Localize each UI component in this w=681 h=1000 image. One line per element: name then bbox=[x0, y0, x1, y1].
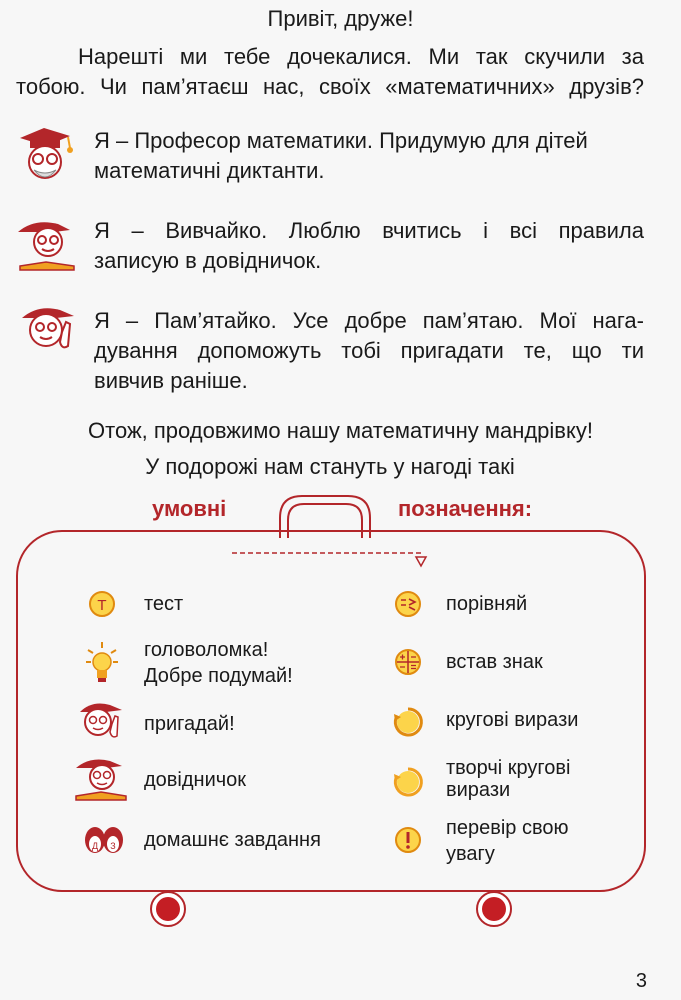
legend-remember-label: пригадай! bbox=[144, 713, 235, 735]
intro-line-2: тобою. Чи пам’ятаєш нас, своїх «математичних» друзів? bbox=[16, 74, 644, 99]
outro-line-1: Отож, продовжимо нашу математичну мандрівку! bbox=[88, 418, 593, 443]
legend-insert-sign-label: встав знак bbox=[446, 651, 543, 673]
legend-attention-label-2: увагу bbox=[446, 843, 495, 865]
insert-sign-icon bbox=[394, 648, 422, 676]
pamiataiko-line-2: дування допоможуть тобі пригадати те, що ти bbox=[94, 338, 644, 363]
pamiataiko-icon bbox=[18, 304, 78, 356]
suitcase-wheel-right bbox=[474, 889, 514, 929]
homework-icon bbox=[82, 822, 126, 856]
legend-handbook-label: довідничок bbox=[144, 769, 247, 791]
legend-circular-label: кругові вирази bbox=[446, 709, 579, 731]
page-number: 3 bbox=[635, 970, 647, 992]
intro-line-1: Нарешті ми тебе дочекалися. Ми так скучили за bbox=[78, 44, 644, 69]
test-icon bbox=[88, 590, 116, 618]
legend-creative-label-1: творчі кругові bbox=[446, 757, 571, 779]
suitcase-wheel-left bbox=[148, 889, 188, 929]
svg-text:T: T bbox=[97, 597, 107, 614]
legend-homework-label: домашнє завдання bbox=[144, 829, 321, 851]
circular-expressions-icon bbox=[392, 706, 424, 738]
creative-circular-icon bbox=[392, 766, 424, 798]
legend-title-right: позначення: bbox=[398, 496, 533, 521]
pamiataiko-line-3: вивчив раніше. bbox=[94, 368, 248, 393]
vyvchaiko-icon bbox=[14, 216, 78, 272]
professor-icon bbox=[14, 126, 78, 186]
legend-puzzle-label-1: головоломка! bbox=[144, 639, 269, 661]
legend-compare-label: порівняй bbox=[446, 593, 528, 615]
professor-line-1: Я – Професор математики. Придумую для дітей bbox=[94, 128, 588, 153]
legend-title-left: умовні bbox=[152, 496, 227, 521]
vyvchaiko-line-2: записую в довідничок. bbox=[94, 248, 322, 273]
svg-text:З: З bbox=[110, 841, 116, 851]
legend-creative-label-2: вирази bbox=[446, 779, 511, 801]
svg-text:Д: Д bbox=[91, 841, 99, 851]
zipper-decoration bbox=[230, 546, 430, 570]
attention-icon bbox=[394, 826, 422, 854]
professor-line-2: математичні диктанти. bbox=[94, 158, 325, 183]
handbook-icon bbox=[72, 756, 130, 802]
outro-line-2: У подорожі нам стануть у нагоді такі bbox=[145, 454, 515, 479]
pamiataiko-line-1: Я – Пам’ятайко. Усе добре пам’ятаю. Мої нага- bbox=[94, 308, 644, 333]
remember-icon bbox=[76, 700, 126, 744]
compare-icon bbox=[394, 590, 422, 618]
greeting: Привіт, друже! bbox=[267, 6, 414, 31]
legend-test-label: тест bbox=[144, 593, 184, 615]
lightbulb-icon bbox=[84, 640, 120, 686]
vyvchaiko-line-1: Я – Вивчайко. Люблю вчитись і всі правила bbox=[94, 218, 644, 243]
legend-puzzle-label-2: Добре подумай! bbox=[144, 665, 293, 687]
legend-attention-label-1: перевір свою bbox=[446, 817, 569, 839]
